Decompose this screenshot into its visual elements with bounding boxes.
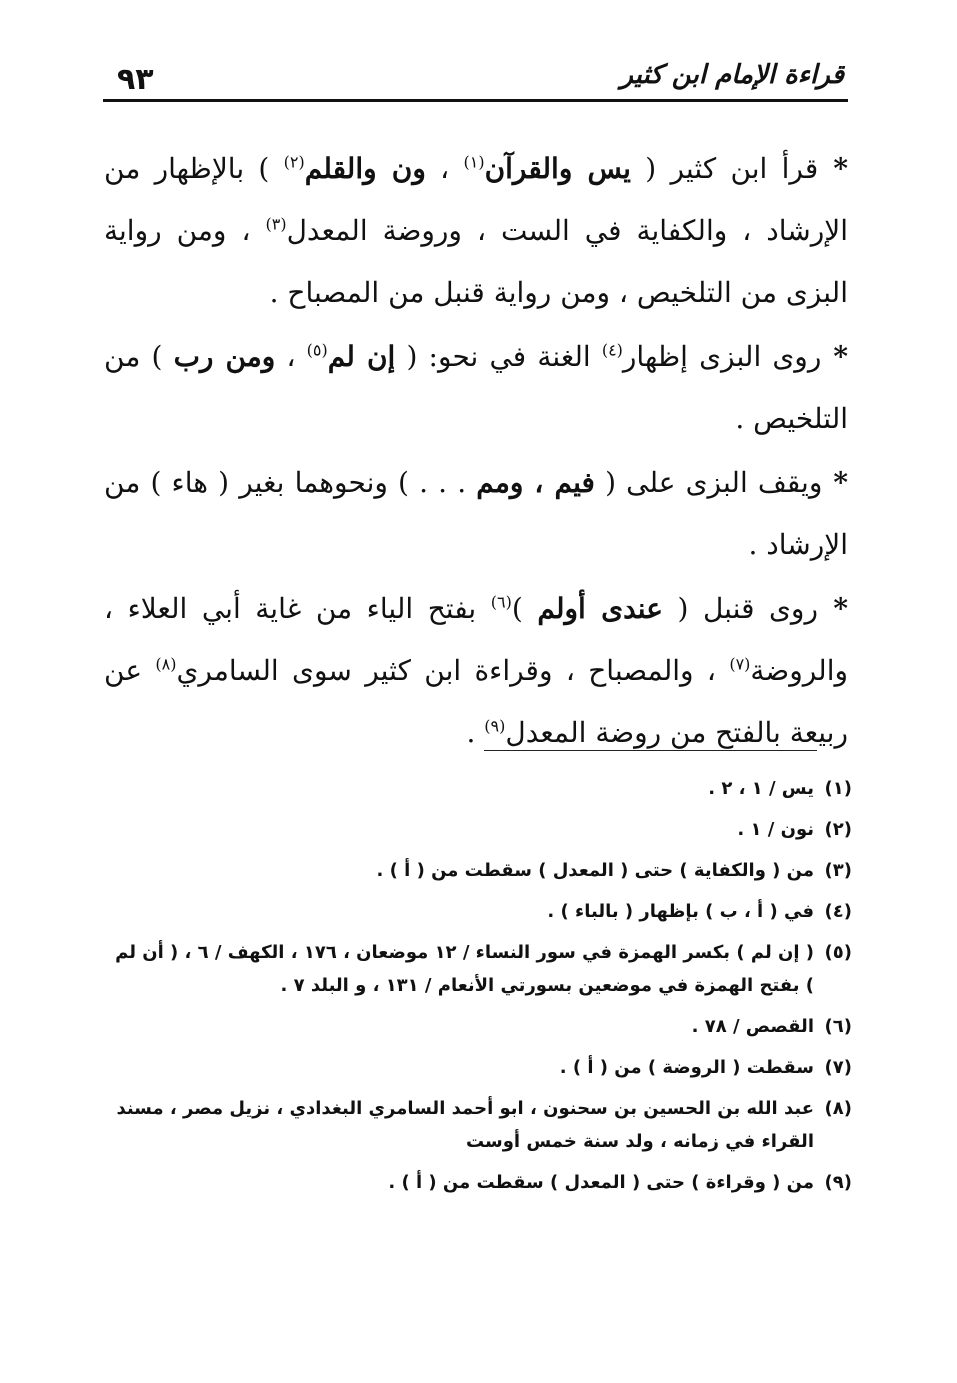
footnote xyxy=(104,813,852,846)
text-run: . xyxy=(466,716,485,749)
text-run: . . . ) ونحوهما بغير ( هاء ) من الإرشاد . xyxy=(104,466,848,561)
footnote-number: (٨) xyxy=(824,1098,852,1119)
text-run: ) من التلخيص . xyxy=(104,340,848,435)
running-title: قراءة الإمام ابن كثير xyxy=(620,60,844,90)
footnote-text: في ( أ ، ب ) بإظهار ( بالباء ) . xyxy=(547,901,814,922)
footnote-text: ( إن لم ) بكسر الهمزة في سور النساء / ١٢ موضعان ، ١٧٦ ، الكهف / ٦ ، ( أن لم ) بفتح الهمزة في موضعين بسورتي الأنعام / ١٣١ ، و البلد ٧ . xyxy=(115,942,814,996)
text-run: بفتح الياء من غاية أبي العلاء ، والروضة xyxy=(104,592,849,687)
text-run: روى قنبل ( xyxy=(662,592,818,625)
footnote-number: (٧) xyxy=(824,1057,852,1078)
footnote-number: (٥) xyxy=(824,942,852,963)
footnote-text: سقطت ( الروضة ) من ( أ ) . xyxy=(559,1057,814,1078)
text-run: روى البزى إظهار xyxy=(622,340,822,373)
quoted-text: ون والقلم xyxy=(304,152,426,185)
quoted-text: يس والقرآن xyxy=(484,152,631,185)
footnote xyxy=(104,854,852,887)
footnote-ref: (٣) xyxy=(265,214,287,234)
bullet-star: * xyxy=(822,466,848,499)
footnote-number: (٢) xyxy=(824,819,852,840)
footnote-text: القصص / ٧٨ . xyxy=(691,1016,814,1037)
footnote xyxy=(104,1051,852,1084)
main-text xyxy=(104,138,848,764)
quoted-text: فيم ، ومم xyxy=(476,466,595,499)
footnote-ref: (٥) xyxy=(306,340,328,360)
footnote-number: (٣) xyxy=(824,860,852,881)
footnote-ref: (٢) xyxy=(283,152,305,172)
paragraph xyxy=(104,326,848,450)
footnote-ref: (٤) xyxy=(601,340,623,360)
text-run: ) بالإظهار من الإرشاد ، والكفاية في الست ، وروضة المعدل xyxy=(104,152,848,247)
text-run: قرأ ابن كثير ( xyxy=(630,152,819,185)
text-run: ، xyxy=(425,152,464,185)
bullet-star: * xyxy=(818,152,849,185)
text-run: ويقف البزى على ( xyxy=(594,466,823,499)
footnote-number: (١) xyxy=(824,778,852,799)
text-run: عن ربيعة بالفتح من روضة المعدل xyxy=(104,654,848,749)
text-run: ، xyxy=(275,340,307,373)
quoted-text: ومن رب xyxy=(173,340,276,373)
footnote-ref: (٧) xyxy=(729,654,751,674)
footnotes xyxy=(104,772,852,1207)
footnote xyxy=(104,895,852,928)
footnote-number: (٦) xyxy=(824,1016,852,1037)
page-header xyxy=(103,58,848,102)
page-number: ٩٣ xyxy=(117,62,154,97)
footnote-separator xyxy=(484,750,817,751)
text-run: ) xyxy=(511,592,538,625)
quoted-text: إن لم xyxy=(327,340,396,373)
footnote-ref: (٨) xyxy=(155,654,177,674)
bullet-star: * xyxy=(817,592,849,625)
paragraph xyxy=(104,138,848,324)
text-run: ، ومن رواية البزى من التلخيص ، ومن رواية قنبل من المصباح . xyxy=(104,214,848,309)
footnote-text: عبد الله بن الحسين بن سحنون ، ابو أحمد السامري البغدادي ، نزيل مصر ، مسند القراء في زمانه ، ولد سنة خمس أوست xyxy=(116,1098,814,1152)
footnote-text: يس / ١ ، ٢ . xyxy=(708,778,814,799)
footnote xyxy=(104,1092,852,1158)
paragraph xyxy=(104,452,848,576)
footnote-ref: (٩) xyxy=(484,716,506,736)
footnote-text: من ( والكفاية ) حتى ( المعدل ) سقطت من ( أ ) . xyxy=(376,860,814,881)
footnote-number: (٤) xyxy=(824,901,852,922)
header-rule xyxy=(103,99,848,102)
footnote-ref: (١) xyxy=(463,152,485,172)
footnote xyxy=(104,1166,852,1199)
quoted-text: عندى أولم xyxy=(537,592,663,625)
footnote xyxy=(104,1010,852,1043)
footnote-text: نون / ١ . xyxy=(737,819,814,840)
footnote xyxy=(104,936,852,1002)
footnote-ref: (٦) xyxy=(490,592,512,612)
footnote-number: (٩) xyxy=(824,1172,852,1193)
paragraph xyxy=(104,578,848,764)
footnote-text: من ( وقراءة ) حتى ( المعدل ) سقطت من ( أ ) . xyxy=(388,1172,814,1193)
bullet-star: * xyxy=(821,340,848,373)
text-run: الغنة في نحو: ( xyxy=(395,340,602,373)
footnote xyxy=(104,772,852,805)
text-run: ، والمصباح ، وقراءة ابن كثير سوى السامري xyxy=(176,654,730,687)
